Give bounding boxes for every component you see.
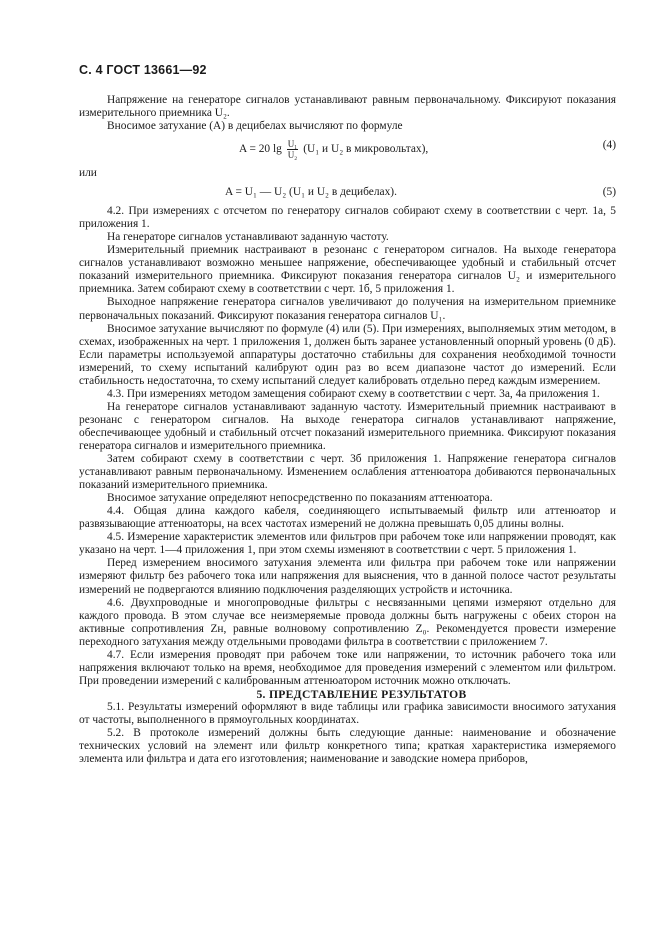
- paragraph: 5.1. Результаты измерений оформляют в виде таблицы или графика зависимости вносимого затухания от частоты, выполненного в прямоугольных координатах.: [79, 700, 616, 726]
- formula-4-rhs: (U₁ и U₂ в микровольтах),: [303, 143, 429, 156]
- formula-4: [79, 133, 616, 167]
- paragraph: Вносимое затухание (A) в децибелах вычисляют по формуле: [107, 120, 403, 133]
- paragraph: Напряжение на генераторе сигналов устанавливают равным первоначальному. Фиксируют показания измерительного приемника U₂.: [79, 94, 616, 120]
- paragraph: Вносимое затухание вычисляют по формуле (4) или (5). При измерениях, выполняемых этим методом, в схемах, изображенных на черт. 1 приложения 1, должен быть заранее установленный опорный уровень (0 дБ). Если параметры используемой аппаратуры достаточно стабильны для сохранения необходимой точности измерений, то схему испытаний калибруют один раз во всем диапазоне частот до измерений. Если стабильность недостаточна, то схему испытаний следует калибровать отдельно перед каждым измерением.: [79, 322, 616, 387]
- paragraph: Измерительный приемник настраивают в резонанс с генератором сигналов. На выходе генератора сигналов устанавливают возможно меньшее напряжение, обеспечивающее удобный и стабильный отсчет показаний измерительного приемника. Фиксируют показания генератора сигналов U₂ и измерительного приемника. Затем собирают схему в соответствии с черт. 1б, 5 приложения 1.: [79, 244, 616, 296]
- formula-4-fraction: [287, 139, 299, 160]
- page-header: С. 4 ГОСТ 13661—92: [79, 63, 207, 77]
- paragraph: Выходное напряжение генератора сигналов увеличивают до получения на измерительном приемнике первоначальных показаний. Фиксируют показания генератора сигналов U₁.: [79, 296, 616, 322]
- formula-4-denominator: U₂: [287, 150, 298, 161]
- formula-4-lhs: A = 20 lg: [239, 143, 282, 156]
- paragraph: На генераторе сигналов устанавливают заданную частоту. Измерительный приемник настраивают в резонанс с генератором сигналов. На выходе генератора сигналов устанавливают напряжение, обеспечивающее удобный и стабильный отсчет показаний измерительного приемника. Фиксируют показания генератора сигналов и измерительного приемника.: [79, 400, 616, 452]
- paragraph: 4.3. При измерениях методом замещения собирают схему в соответствии с черт. 3а, 4а приложения 1.: [107, 387, 600, 400]
- formula-4-numerator: U₁: [287, 139, 298, 150]
- paragraph: Вносимое затухание определяют непосредственно по показаниям аттенюатора.: [107, 492, 493, 505]
- paragraph: Затем собирают схему в соответствии с черт. 3б приложения 1. Напряжение генератора сигналов устанавливают равным первоначальному. Изменением ослабления аттенюатора добиваются первоначальных показаний измерительного приемника.: [79, 453, 616, 492]
- formula-5-expression: A = U₁ — U₂ (U₁ и U₂ в децибелах).: [225, 186, 397, 199]
- paragraph: Перед измерением вносимого затухания элемента или фильтра при рабочем токе или напряжении измеряют фильтр без рабочего тока или напряжения для выяснения, что в данной полосе частот результаты измерений не подвергаются влиянию подключения разделяющих устройств и источника.: [79, 557, 616, 596]
- paragraph: 4.4. Общая длина каждого кабеля, соединяющего испытываемый фильтр или аттенюатор и развязывающие аттенюаторы, на всех частотах измерений не должна превышать 0,05 длины волны.: [79, 505, 616, 531]
- paragraph: 5.2. В протоколе измерений должны быть следующие данные: наименование и обозначение технических условий на элемент или фильтр конкретного типа; краткая характеристика измеряемого элемента или фильтра и дата его изготовления; наименование и заводские номера приборов,: [79, 727, 616, 766]
- paragraph: 4.7. Если измерения проводят при рабочем токе или напряжении, то источник рабочего тока или напряжения включают только на время, необходимое для проведения измерений с элементом или фильтром. При проведении измерений с калиброванным аттенюатором источник можно отключать.: [79, 648, 616, 687]
- paragraph: 4.2. При измерениях с отсчетом по генератору сигналов собирают схему в соответствии с черт. 1а, 5 приложения 1.: [79, 205, 616, 231]
- paragraph: 4.6. Двухпроводные и многопроводные фильтры с несвязанными цепями измеряют отдельно для каждого провода. В этом случае все неизмеряемые провода должны быть нагружены с обеих сторон на активные сопротивления Zн, равные волновому сопротивлению Z₀. Рекомендуется провести измерение переходного затухания между отдельными проводами фильтра в соответствии с приложением 7.: [79, 596, 616, 648]
- section-heading: 5. ПРЕДСТАВЛЕНИЕ РЕЗУЛЬТАТОВ: [256, 687, 467, 701]
- formula-5: [79, 183, 616, 205]
- paragraph: 4.5. Измерение характеристик элементов или фильтров при рабочем токе или напряжении проводят, как указано на черт. 1—4 приложения 1, при этом схемы изменяют в соответствии с черт. 5 приложения 1.: [79, 531, 616, 557]
- formula-5-number: (5): [602, 186, 616, 199]
- formula-4-number: (4): [602, 139, 616, 152]
- connector-word: или: [79, 167, 97, 180]
- paragraph: На генераторе сигналов устанавливают заданную частоту.: [107, 231, 389, 244]
- document-body: [79, 94, 616, 766]
